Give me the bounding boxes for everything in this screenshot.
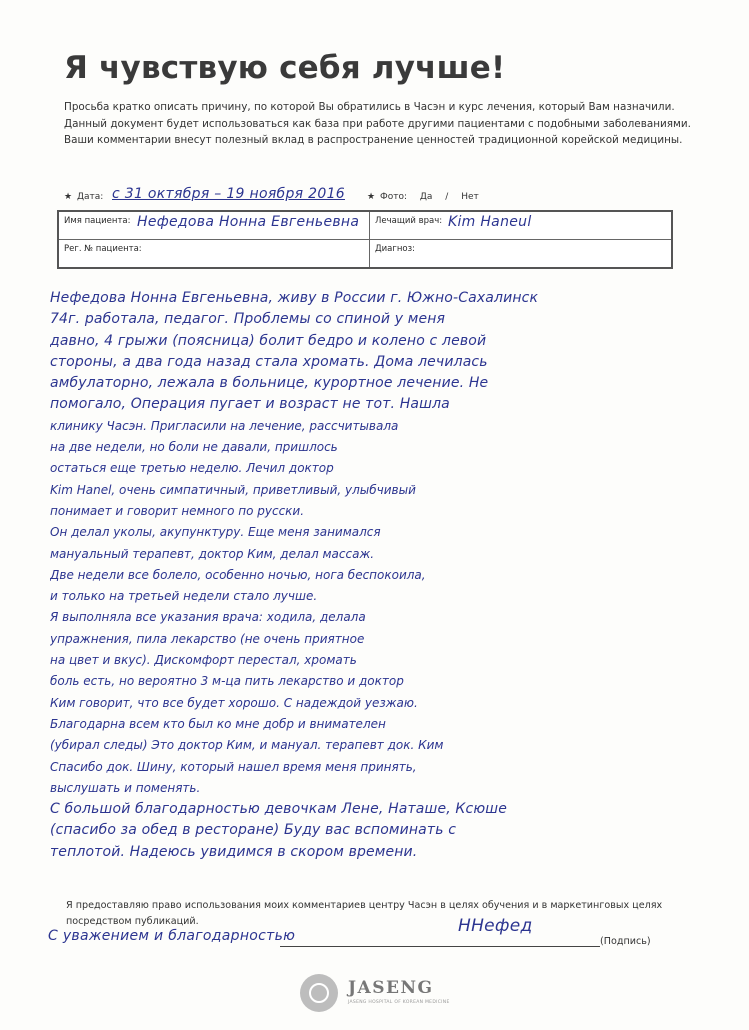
testimonial-line: (спасибо за обед в ресторане) Буду вас вспоминать с [50, 822, 457, 839]
testimonial-line: упражнения, пила лекарство (не очень приятное [50, 631, 365, 646]
signature-label: (Подпись) [600, 936, 651, 947]
testimonial-line: выслушать и поменять. [50, 780, 201, 795]
testimonial-line: понимает и говорит немного по русски. [50, 503, 305, 518]
testimonial-line: клинику Часэн. Пригласили на лечение, рассчитывала [50, 418, 399, 433]
doctor-cell[interactable] [370, 211, 673, 240]
photo-yes-option[interactable]: Да [419, 192, 433, 202]
date-label: Дата: [76, 192, 104, 202]
patient-info-table [57, 210, 673, 269]
testimonial-line: С большой благодарностью девочкам Лене, Наташе, Ксюше [50, 801, 508, 818]
intro-line: Ваши комментарии внесут полезный вклад в распространение ценностей традиционной корейской медицины. [64, 134, 683, 146]
usage-rights-consent: Я предоставляю право использования моих комментариев центру Часэн в целях обучения и в маркетинговых целях посредством публикаций. [66, 900, 663, 927]
star-icon: ★ [64, 192, 73, 202]
jaseng-logo [300, 974, 470, 1014]
testimonial-text-area[interactable] [50, 288, 730, 863]
patient-name-cell[interactable] [58, 211, 370, 240]
testimonial-line: на цвет и вкус). Дискомфорт перестал, хромать [50, 653, 357, 668]
star-icon: ★ [367, 192, 376, 202]
photo-no-option[interactable]: Нет [461, 192, 479, 202]
date-value[interactable]: с 31 октября – 19 ноября 2016 [112, 186, 345, 202]
testimonial-line: Нефедова Нонна Евгеньевна, живу в России г. Южно-Сахалинск [50, 290, 539, 306]
testimonial-line: и только на третьей недели стало лучше. [50, 589, 318, 604]
intro-line: Данный документ будет использоваться как база при работе другими пациентами с подобными заболеваниями. [64, 117, 691, 130]
signature-line[interactable] [280, 946, 600, 947]
testimonial-line: Спасибо док. Шину, который нашел время меня принять, [50, 759, 417, 774]
doctor-value: Kim Haneul [448, 214, 532, 230]
testimonial-line: Я выполняла все указания врача: ходила, делала [50, 610, 366, 625]
testimonial-line: 74г. работала, педагог. Проблемы со спиной у меня [50, 311, 446, 328]
testimonial-line: теплотой. Надеюсь увидимся в скором времени. [50, 843, 418, 860]
intro-line: Просьба кратко описать причину, по которой Вы обратились в Часэн и курс лечения, который Вам назначили. [64, 101, 675, 113]
patient-name-label: Имя пациента: [64, 216, 131, 226]
logo-subtitle: JASENG HOSPITAL OF KOREAN MEDICINE [348, 1000, 450, 1005]
testimonial-line: (убирал следы) Это доктор Ким, и мануал. терапевт док. Ким [50, 738, 444, 753]
date-photo-line [64, 186, 684, 210]
photo-label: Фото: [379, 192, 407, 202]
testimonial-line: давно, 4 грыжи (поясница) болит бедро и колено с левой [50, 332, 487, 349]
testimonial-line: мануальный терапевт, доктор Ким, делал массаж. [50, 546, 375, 561]
testimonial-line: Благодарна всем кто был ко мне добр и внимателен [50, 716, 386, 731]
testimonial-line: Две недели все болело, особенно ночью, нога беспокоила, [50, 567, 426, 582]
photo-separator: / [445, 192, 449, 202]
patient-name-value: Нефедова Нонна Евгеньевна [137, 214, 360, 230]
testimonial-line: амбулаторно, лежала в больнице, курортное лечение. Не [50, 375, 489, 392]
testimonial-line: на две недели, но боли не давали, пришлось [50, 440, 338, 455]
reg-number-cell[interactable] [58, 240, 370, 269]
testimonial-line: Ким говорит, что все будет хорошо. С надеждой уезжаю. [50, 695, 418, 710]
signature-mark: ННефед [458, 916, 533, 936]
testimonial-line: Он делал уколы, акупунктуру. Еще меня занимался [50, 525, 381, 540]
intro-text [64, 99, 704, 149]
doctor-label: Лечащий врач: [375, 216, 443, 226]
testimonial-line: боль есть, но вероятно 3 м-ца пить лекарство и доктор [50, 674, 404, 689]
testimonial-line: Kim Hanel, очень симпатичный, приветливый, улыбчивый [50, 482, 416, 497]
photo-field [367, 192, 479, 202]
handwritten-closing: С уважением и благодарностью [48, 928, 296, 944]
logo-emblem-icon [300, 974, 338, 1012]
testimonial-line: помогало, Операция пугает и возраст не тот. Нашла [50, 396, 450, 413]
diagnosis-cell[interactable] [370, 240, 673, 269]
testimonial-line: остаться еще третью неделю. Лечил доктор [50, 461, 334, 476]
logo-name: JASENG [348, 978, 434, 998]
diagnosis-label: Диагноз: [375, 244, 415, 254]
testimonial-line: стороны, а два года назад стала хромать. Дома лечилась [50, 353, 488, 370]
page-title: Я чувствую себя лучше! [64, 50, 506, 86]
reg-number-label: Рег. № пациента: [64, 244, 142, 254]
